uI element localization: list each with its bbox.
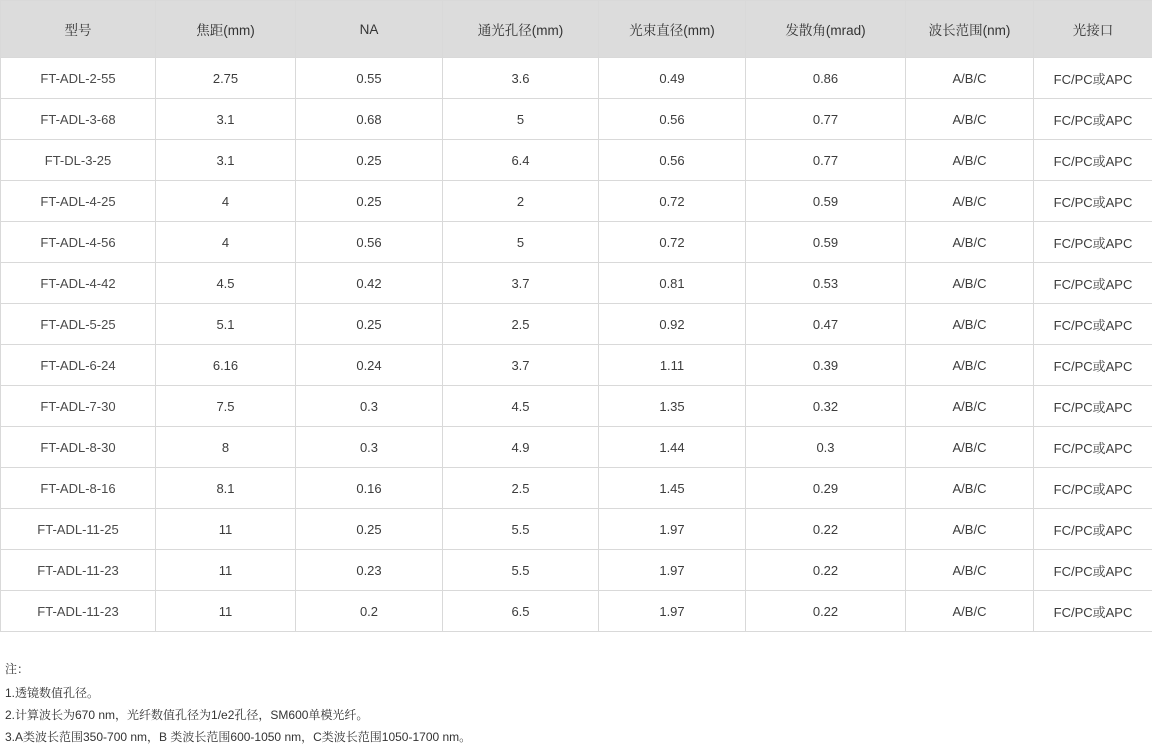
cell-focal-length: 4 bbox=[156, 222, 296, 263]
cell-clear-aperture: 2 bbox=[443, 181, 599, 222]
table-header-row bbox=[1, 1, 1152, 58]
cell-divergence: 0.59 bbox=[746, 222, 906, 263]
cell-beam-diameter: 0.56 bbox=[599, 140, 746, 181]
column-header-beam-diameter: 光束直径(mm) bbox=[599, 1, 746, 58]
cell-clear-aperture: 4.9 bbox=[443, 427, 599, 468]
column-header-model: 型号 bbox=[1, 1, 156, 58]
cell-model: FT-ADL-8-16 bbox=[1, 468, 156, 509]
notes-section bbox=[0, 658, 1152, 748]
table-row bbox=[1, 427, 1152, 468]
cell-focal-length: 3.1 bbox=[156, 99, 296, 140]
cell-model: FT-ADL-11-23 bbox=[1, 591, 156, 632]
cell-na: 0.23 bbox=[296, 550, 443, 591]
cell-beam-diameter: 1.97 bbox=[599, 591, 746, 632]
cell-divergence: 0.77 bbox=[746, 99, 906, 140]
cell-optical-interface: FC/PC或APC bbox=[1034, 386, 1152, 427]
cell-optical-interface: FC/PC或APC bbox=[1034, 140, 1152, 181]
table-row bbox=[1, 304, 1152, 345]
cell-divergence: 0.77 bbox=[746, 140, 906, 181]
cell-model: FT-ADL-2-55 bbox=[1, 58, 156, 99]
cell-model: FT-ADL-4-25 bbox=[1, 181, 156, 222]
cell-clear-aperture: 3.7 bbox=[443, 263, 599, 304]
cell-wavelength-range: A/B/C bbox=[906, 99, 1034, 140]
cell-clear-aperture: 2.5 bbox=[443, 468, 599, 509]
table-row bbox=[1, 345, 1152, 386]
cell-na: 0.25 bbox=[296, 181, 443, 222]
table-row bbox=[1, 140, 1152, 181]
cell-divergence: 0.53 bbox=[746, 263, 906, 304]
cell-wavelength-range: A/B/C bbox=[906, 550, 1034, 591]
cell-divergence: 0.22 bbox=[746, 509, 906, 550]
column-header-optical-interface: 光接口 bbox=[1034, 1, 1152, 58]
cell-beam-diameter: 1.97 bbox=[599, 509, 746, 550]
cell-wavelength-range: A/B/C bbox=[906, 140, 1034, 181]
cell-model: FT-ADL-11-25 bbox=[1, 509, 156, 550]
cell-optical-interface: FC/PC或APC bbox=[1034, 99, 1152, 140]
cell-focal-length: 7.5 bbox=[156, 386, 296, 427]
cell-clear-aperture: 5.5 bbox=[443, 550, 599, 591]
table-row bbox=[1, 263, 1152, 304]
cell-clear-aperture: 2.5 bbox=[443, 304, 599, 345]
table-row bbox=[1, 181, 1152, 222]
cell-wavelength-range: A/B/C bbox=[906, 58, 1034, 99]
cell-model: FT-ADL-4-42 bbox=[1, 263, 156, 304]
cell-divergence: 0.39 bbox=[746, 345, 906, 386]
cell-clear-aperture: 5.5 bbox=[443, 509, 599, 550]
table-row bbox=[1, 58, 1152, 99]
cell-na: 0.56 bbox=[296, 222, 443, 263]
cell-beam-diameter: 0.72 bbox=[599, 222, 746, 263]
cell-model: FT-ADL-3-68 bbox=[1, 99, 156, 140]
cell-divergence: 0.29 bbox=[746, 468, 906, 509]
cell-focal-length: 3.1 bbox=[156, 140, 296, 181]
column-header-na: NA bbox=[296, 1, 443, 58]
cell-focal-length: 2.75 bbox=[156, 58, 296, 99]
cell-na: 0.25 bbox=[296, 140, 443, 181]
cell-divergence: 0.22 bbox=[746, 550, 906, 591]
cell-optical-interface: FC/PC或APC bbox=[1034, 263, 1152, 304]
note-item-2: 2.计算波长为670 nm，光纤数值孔径为1/e2孔径，SM600单模光纤。 bbox=[5, 704, 1152, 726]
cell-clear-aperture: 3.7 bbox=[443, 345, 599, 386]
cell-model: FT-ADL-11-23 bbox=[1, 550, 156, 591]
cell-beam-diameter: 1.44 bbox=[599, 427, 746, 468]
cell-na: 0.55 bbox=[296, 58, 443, 99]
cell-beam-diameter: 0.92 bbox=[599, 304, 746, 345]
table-row bbox=[1, 509, 1152, 550]
cell-wavelength-range: A/B/C bbox=[906, 263, 1034, 304]
cell-model: FT-ADL-8-30 bbox=[1, 427, 156, 468]
cell-beam-diameter: 1.97 bbox=[599, 550, 746, 591]
column-header-clear-aperture: 通光孔径(mm) bbox=[443, 1, 599, 58]
cell-focal-length: 4 bbox=[156, 181, 296, 222]
cell-focal-length: 11 bbox=[156, 550, 296, 591]
cell-focal-length: 11 bbox=[156, 509, 296, 550]
cell-clear-aperture: 5 bbox=[443, 99, 599, 140]
cell-focal-length: 8 bbox=[156, 427, 296, 468]
notes-title: 注： bbox=[5, 658, 1152, 680]
cell-focal-length: 8.1 bbox=[156, 468, 296, 509]
cell-optical-interface: FC/PC或APC bbox=[1034, 304, 1152, 345]
cell-focal-length: 6.16 bbox=[156, 345, 296, 386]
cell-wavelength-range: A/B/C bbox=[906, 222, 1034, 263]
cell-na: 0.25 bbox=[296, 304, 443, 345]
cell-focal-length: 5.1 bbox=[156, 304, 296, 345]
cell-optical-interface: FC/PC或APC bbox=[1034, 58, 1152, 99]
cell-na: 0.25 bbox=[296, 509, 443, 550]
cell-clear-aperture: 6.4 bbox=[443, 140, 599, 181]
cell-divergence: 0.86 bbox=[746, 58, 906, 99]
cell-optical-interface: FC/PC或APC bbox=[1034, 550, 1152, 591]
cell-wavelength-range: A/B/C bbox=[906, 181, 1034, 222]
table-row bbox=[1, 468, 1152, 509]
cell-clear-aperture: 5 bbox=[443, 222, 599, 263]
cell-optical-interface: FC/PC或APC bbox=[1034, 427, 1152, 468]
table-row bbox=[1, 222, 1152, 263]
table-row bbox=[1, 386, 1152, 427]
cell-beam-diameter: 1.45 bbox=[599, 468, 746, 509]
cell-model: FT-DL-3-25 bbox=[1, 140, 156, 181]
cell-na: 0.3 bbox=[296, 427, 443, 468]
cell-divergence: 0.47 bbox=[746, 304, 906, 345]
cell-optical-interface: FC/PC或APC bbox=[1034, 591, 1152, 632]
cell-optical-interface: FC/PC或APC bbox=[1034, 222, 1152, 263]
cell-wavelength-range: A/B/C bbox=[906, 386, 1034, 427]
cell-optical-interface: FC/PC或APC bbox=[1034, 345, 1152, 386]
cell-clear-aperture: 3.6 bbox=[443, 58, 599, 99]
cell-beam-diameter: 0.56 bbox=[599, 99, 746, 140]
cell-wavelength-range: A/B/C bbox=[906, 509, 1034, 550]
note-item-3: 3.A类波长范围350-700 nm，B 类波长范围600-1050 nm，C类波长范围1050-1700 nm。 bbox=[5, 726, 1152, 748]
cell-wavelength-range: A/B/C bbox=[906, 345, 1034, 386]
note-item-1: 1.透镜数值孔径。 bbox=[5, 682, 1152, 704]
cell-beam-diameter: 0.72 bbox=[599, 181, 746, 222]
table-body bbox=[1, 58, 1152, 632]
column-header-divergence: 发散角(mrad) bbox=[746, 1, 906, 58]
table-row bbox=[1, 591, 1152, 632]
table-row bbox=[1, 99, 1152, 140]
cell-divergence: 0.3 bbox=[746, 427, 906, 468]
cell-clear-aperture: 4.5 bbox=[443, 386, 599, 427]
cell-beam-diameter: 0.81 bbox=[599, 263, 746, 304]
cell-na: 0.2 bbox=[296, 591, 443, 632]
cell-divergence: 0.32 bbox=[746, 386, 906, 427]
cell-optical-interface: FC/PC或APC bbox=[1034, 181, 1152, 222]
cell-clear-aperture: 6.5 bbox=[443, 591, 599, 632]
table-row bbox=[1, 550, 1152, 591]
cell-divergence: 0.59 bbox=[746, 181, 906, 222]
cell-wavelength-range: A/B/C bbox=[906, 468, 1034, 509]
column-header-focal-length: 焦距(mm) bbox=[156, 1, 296, 58]
cell-divergence: 0.22 bbox=[746, 591, 906, 632]
column-header-wavelength-range: 波长范围(nm) bbox=[906, 1, 1034, 58]
cell-beam-diameter: 1.35 bbox=[599, 386, 746, 427]
cell-focal-length: 11 bbox=[156, 591, 296, 632]
cell-wavelength-range: A/B/C bbox=[906, 427, 1034, 468]
cell-optical-interface: FC/PC或APC bbox=[1034, 509, 1152, 550]
cell-focal-length: 4.5 bbox=[156, 263, 296, 304]
cell-na: 0.68 bbox=[296, 99, 443, 140]
cell-beam-diameter: 1.11 bbox=[599, 345, 746, 386]
table-header bbox=[1, 1, 1152, 58]
cell-wavelength-range: A/B/C bbox=[906, 591, 1034, 632]
cell-beam-diameter: 0.49 bbox=[599, 58, 746, 99]
cell-model: FT-ADL-5-25 bbox=[1, 304, 156, 345]
cell-model: FT-ADL-4-56 bbox=[1, 222, 156, 263]
cell-optical-interface: FC/PC或APC bbox=[1034, 468, 1152, 509]
cell-na: 0.3 bbox=[296, 386, 443, 427]
cell-na: 0.16 bbox=[296, 468, 443, 509]
cell-na: 0.42 bbox=[296, 263, 443, 304]
cell-model: FT-ADL-6-24 bbox=[1, 345, 156, 386]
cell-na: 0.24 bbox=[296, 345, 443, 386]
cell-wavelength-range: A/B/C bbox=[906, 304, 1034, 345]
cell-model: FT-ADL-7-30 bbox=[1, 386, 156, 427]
